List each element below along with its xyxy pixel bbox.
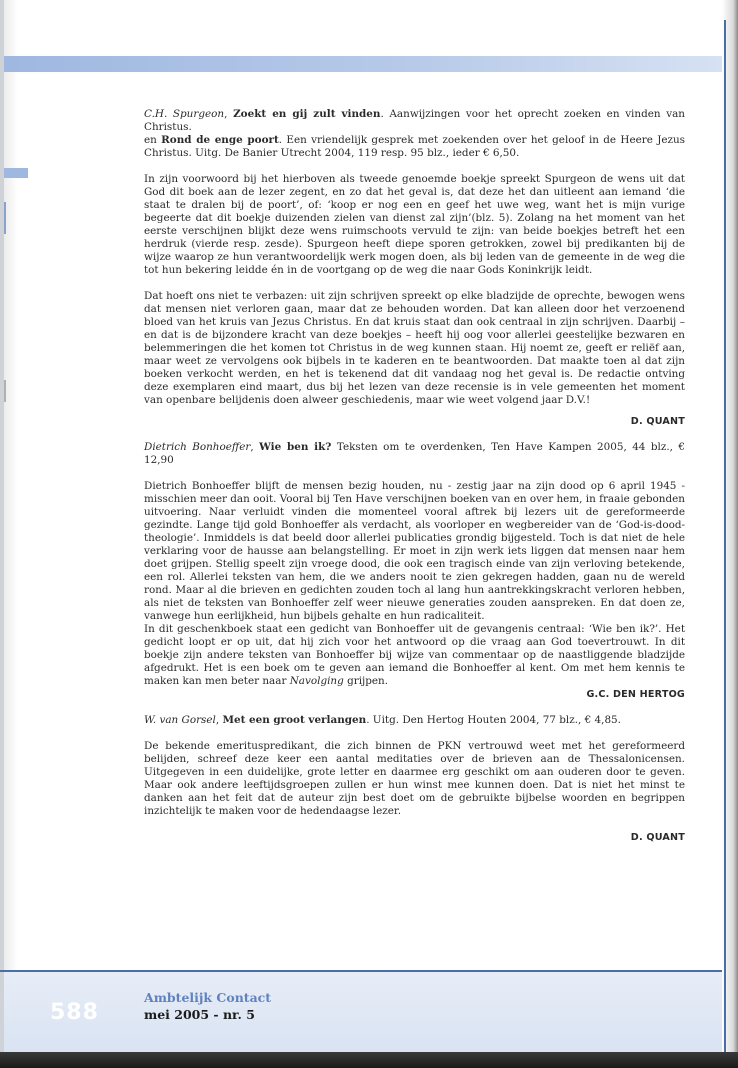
review-1-citation-2	[144, 134, 685, 160]
review-1-title: Zoekt en gij zult vinden	[233, 108, 381, 120]
review-3-citation	[144, 714, 685, 727]
spine-line	[724, 20, 726, 1060]
review-2-title: Wie ben ik?	[259, 441, 332, 453]
review-2-author: Dietrich Bonhoeffer	[144, 441, 251, 453]
review-1-author: C.H. Spurgeon	[144, 108, 225, 120]
review-3-publisher: . Uitg. Den Hertog Houten 2004, 77 blz., € 4,85.	[366, 714, 621, 726]
issue-info: mei 2005 - nr. 5	[144, 1007, 255, 1022]
review-1-title-2: Rond de enge poort	[161, 134, 279, 146]
citation-prefix: en	[144, 134, 162, 146]
left-margin-mark-secondary	[4, 380, 6, 402]
footer-block	[4, 972, 722, 1052]
top-color-band	[4, 56, 722, 72]
review-2-paragraph-1: Dietrich Bonhoeffer blijft de mensen bezig houden, nu - zestig jaar na zijn dood op 6 april 1945 - misschien meer dan ooit. Vooral bij Ten Have verschijnen boeken van en over hem, in fraaie gebonden uitvoering. Naar verluidt vinden die momenteel vooral aftrek bij lezers uit de gereformeerde gezindte. Lange tijd gold Bonhoeffer als verdacht, als voorloper en wegbereider van de ‘God-is-dood-theologie’. Inmiddels is dat beeld door allerlei publicaties grondig bijgesteld. Toch is dat niet de hele verklaring voor de hausse aan belangstelling. Er moet in zijn werk iets liggen dat mensen naar hem doet grijpen. Stellig speelt zijn vroege dood, die ook een tragisch einde van zijn verloving betekende, een rol. Allerlei teksten van hem, die we anders nooit te zien gekregen hadden, gaan nu de wereld rond. Maar al die brieven en gedichten zouden toch al lang hun aantrekkingskracht verloren hebben, als niet de teksten van Bonhoeffer zelf weer nieuwe generaties zouden aanspreken. En dat doen ze, vanwege hun eerlijkheid, hun bijbels gehalte en hun radicaliteit.	[144, 480, 685, 622]
article-content	[144, 108, 685, 844]
review-2-signature: G.C. DEN HERTOG	[586, 689, 685, 700]
review-1-paragraph-1: In zijn voorwoord bij het hierboven als tweede genoemde boekje spreekt Spurgeon de wens uit dat God dit boek aan de lezer zegent, en zo dat het geval is, dat deze het dan uitleent aan iemand ‘die staat te dralen bij de poort’, of: ‘koop er nog een en geef het uwe weg, want het is mijn vurige begeerte dat dit boekje duizenden zielen van dienst zal zijn’(blz. 5). Zolang na het moment van het eerste verschijnen blijkt deze wens ruimschoots vervuld te zijn: van beide boekjes betreft het een herdruk (vierde resp. zesde). Spurgeon heeft diepe sporen getrokken, zowel bij predikanten bij de wijze waarop ze hun verantwoordelijk werk mogen doen, als bij leden van de gemeente in de weg die tot hun bekering leidde én in de voortgang op de weg die naar Gods Koninkrijk leidt.	[144, 173, 685, 276]
left-margin-mark	[4, 202, 6, 234]
review-3-author: W. van Gorsel	[144, 714, 216, 726]
review-2-publisher: Teksten om te overdenken, Ten Have Kampen 2005, 44 blz., € 12,90	[144, 441, 685, 466]
left-margin-tab	[4, 168, 28, 178]
review-2-citation	[144, 441, 685, 467]
bottom-edge	[0, 1052, 738, 1068]
review-3-paragraph-1: De bekende emerituspredikant, die zich binnen de PKN vertrouwd weet met het gereformeerd belijden, schreef deze keer een aantal meditaties over de brieven aan de Thessalonicensen. Uitgegeven in een duidelijke, grote letter en daarmee erg geschikt om aan ouderen door te geven. Maar ook andere leeftijdsgroepen zullen er hun winst mee kunnen doen. Dat is niet het minst te danken aan het feit dat de auteur zijn best doet om de gebruikte bijbelse woorden en begrippen inzichtelijk te maken voor de hedendaagse lezer.	[144, 740, 685, 817]
review-2-paragraph-2	[144, 623, 685, 688]
publication-title: Ambtelijk Contact	[144, 990, 272, 1005]
page-number: 588	[50, 1000, 99, 1025]
citation-separator: ,	[250, 441, 260, 453]
review-1-publisher: . Een vriendelijk gesprek met zoekenden over het geloof in de Heere Jezus Christus. Uitg. De Banier Utrecht 2004, 119 resp. 95 blz., ieder € 6,50.	[144, 134, 686, 159]
review-3-signature: D. QUANT	[630, 832, 685, 843]
review-2-paragraph-2-text: In dit geschenkboek staat een gedicht van Bonhoeffer uit de gevangenis centraal: ‘Wie ben ik?’. Het gedicht loopt er op uit, dat hij zich voor het antwoord op die vraag aan God toevertrouwt. In dit boekje zijn andere teksten van Bonhoeffer bij wijze van commentaar op de naastliggende bladzijde afgedrukt. Het is een boek om te geven aan iemand die Bonhoeffer al kent. Om met hem kennis te maken kan men beter naar	[144, 623, 685, 687]
review-2-book-reference: Navolging	[289, 675, 344, 687]
review-1-citation	[144, 108, 685, 134]
citation-separator: ,	[224, 108, 234, 120]
review-1-signature: D. QUANT	[630, 416, 685, 427]
review-1-paragraph-2: Dat hoeft ons niet te verbazen: uit zijn schrijven spreekt op elke bladzijde de oprechte, bewogen wens dat mensen niet verloren gaan, maar dat ze behouden worden. Dat kan alleen door het verzoenend bloed van het kruis van Jezus Christus. En dat kruis staat dan ook centraal in zijn schrijven. Daarbij – en dat is de bijzondere kracht van deze boekjes – heeft hij oog voor allerlei geestelijke bezwaren en belemmeringen die het komen tot Christus in de weg kunnen staan. Hij noemt ze, geeft er reliëf aan, maar weet ze vervolgens ook bijbels in te kaderen en te beantwoorden. Dat maakte toen al dat zijn boeken verkocht werden, en het is tekenend dat dit vandaag nog het geval is. De redactie ontving deze exemplaren eind maart, dus bij het lezen van deze recensie is in vele gemeenten het moment van openbare belijdenis doen alweer geschiedenis, maar wie weet volgend jaar D.V.!	[144, 290, 685, 406]
review-2-paragraph-2-end: grijpen.	[343, 675, 389, 687]
citation-separator: ,	[215, 714, 223, 726]
review-3-title: Met een groot verlangen	[222, 714, 367, 726]
review-1-subtitle: . Aanwijzingen voor het oprecht zoeken en vinden van Christus.	[144, 108, 685, 133]
